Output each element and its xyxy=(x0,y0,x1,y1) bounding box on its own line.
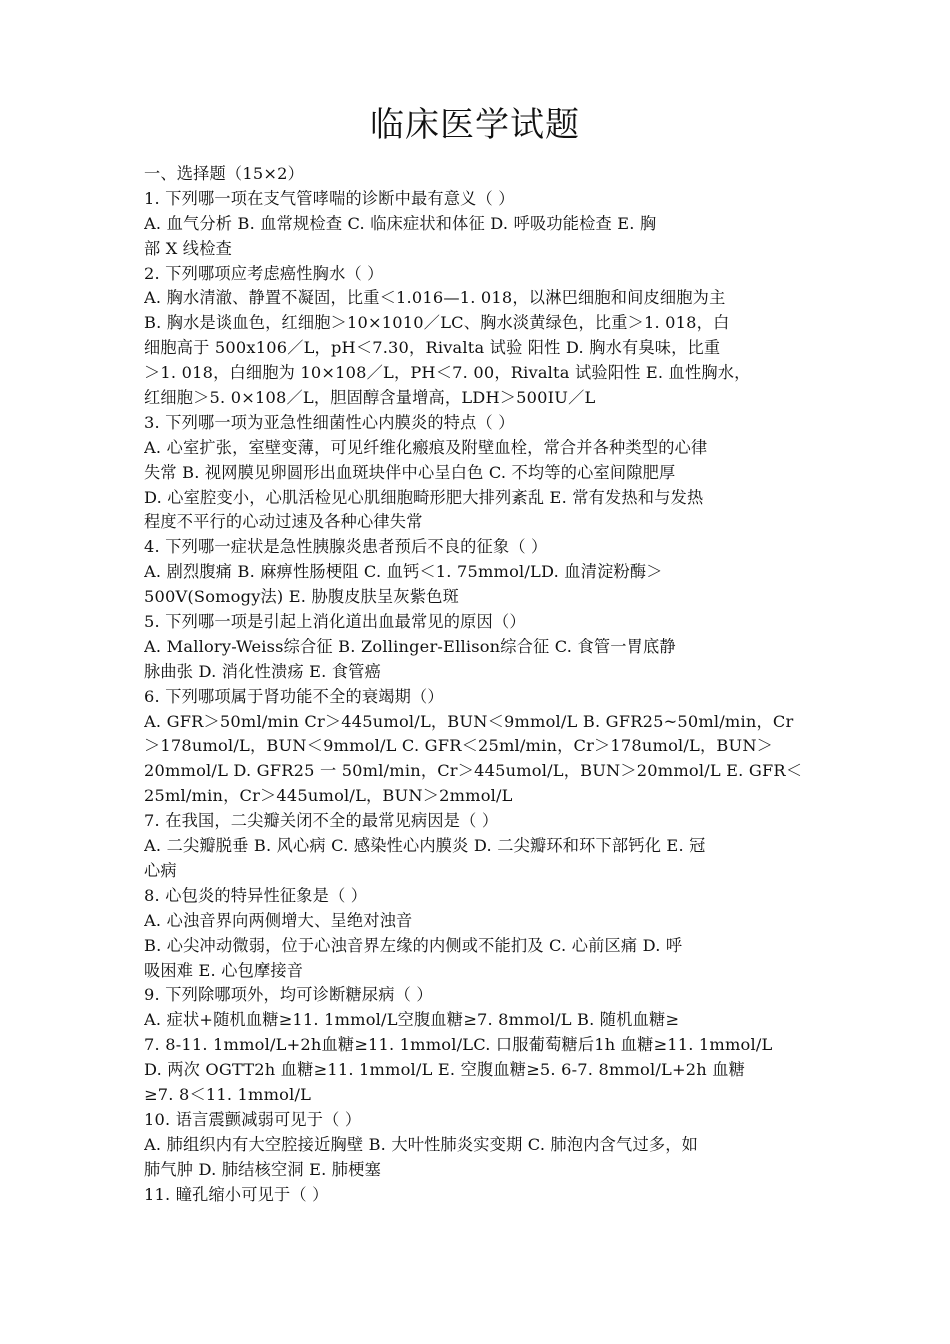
text-line: 10. 语言震颤减弱可见于（ ） xyxy=(144,1109,362,1129)
text-line: 吸困难 E. 心包摩接音 xyxy=(144,960,304,980)
text-line: 7. 在我国，二尖瓣关闭不全的最常见病因是（ ） xyxy=(144,811,499,831)
text-line: A. 肺组织内有大空腔接近胸壁 B. 大叶性肺炎实变期 C. 肺泡内含气过多，如 xyxy=(144,1134,698,1154)
text-line: 一、选择题（15×2） xyxy=(144,164,304,183)
text-line: 红细胞＞5. 0×108／L，胆固醇含量增高，LDH＞500IU／L xyxy=(144,388,596,408)
text-line: 6. 下列哪项属于肾功能不全的衰竭期（） xyxy=(144,686,444,706)
document-title: 临床医学试题 xyxy=(370,105,580,145)
text-line: 3. 下列哪一项为亚急性细菌性心内膜炎的特点（ ） xyxy=(144,412,515,432)
text-line: ＞178umol/L，BUN＜9mmol/L C. GFR＜25ml/min，Cr＞178umol/L，BUN＞ xyxy=(144,736,774,756)
text-line: 脉曲张 D. 消化性溃疡 E. 食管癌 xyxy=(144,661,381,681)
text-line: A. 症状+随机血糖≥11. 1mmol/L空腹血糖≥7. 8mmol/L B. 随机血糖≥ xyxy=(144,1010,680,1030)
text-line: ≥7. 8＜11. 1mmol/L xyxy=(144,1084,312,1104)
text-line: 20mmol/L D. GFR25 一 50ml/min，Cr＞445umol/L，BUN＞20mmol/L E. GFR＜ xyxy=(144,761,803,781)
text-line: A. 剧烈腹痛 B. 麻痹性肠梗阻 C. 血钙＜1. 75mmol/LD. 血清淀粉酶＞ xyxy=(144,562,663,582)
text-line: B. 胸水是谈血色，红细胞＞10×1010／LC、胸水淡黄绿色，比重＞1. 018，白 xyxy=(144,313,730,333)
text-line: A. 胸水清澈、静置不凝固，比重＜1.016—1. 018，以淋巴细胞和间皮细胞为主 xyxy=(144,288,726,308)
text-line: 肺气肿 D. 肺结核空洞 E. 肺梗塞 xyxy=(144,1159,381,1179)
text-line: A. 心浊音界向两侧增大、呈绝对浊音 xyxy=(144,910,413,930)
text-line: 细胞高于 500x106／L，pH＜7.30，Rivalta 试验 阳性 D. 胸水有臭味，比重 xyxy=(144,338,721,358)
text-line: A. 二尖瓣脱垂 B. 风心病 C. 感染性心内膜炎 D. 二尖瓣环和环下部钙化 E. 冠 xyxy=(144,836,706,856)
text-line: ＞1. 018，白细胞为 10×108／L，PH＜7. 00，Rivalta 试验阳性 E. 血性胸水， xyxy=(144,363,751,383)
text-line: A. GFR＞50ml/min Cr＞445umol/L，BUN＜9mmol/L B. GFR25~50ml/min，Cr xyxy=(144,711,794,731)
text-line: 500V(Somogy法) E. 胁腹皮肤呈灰紫色斑 xyxy=(144,587,459,607)
text-line: 7. 8-11. 1mmol/L+2h血糖≥11. 1mmol/LC. 口服葡萄糖后1h 血糖≥11. 1mmol/L xyxy=(144,1035,773,1055)
text-line: 心病 xyxy=(144,860,177,880)
text-line: 9. 下列除哪项外，均可诊断糖尿病（ ） xyxy=(144,985,433,1005)
document-body xyxy=(144,162,814,1207)
text-line: A. Mallory-Weiss综合征 B. Zollinger-Ellison综合征 C. 食管一胃底静 xyxy=(144,636,676,656)
text-line: 5. 下列哪一项是引起上消化道出血最常见的原因（） xyxy=(144,612,526,632)
text-line: 失常 B. 视网膜见卵圆形出血斑块伴中心呈白色 C. 不均等的心室间隙肥厚 xyxy=(144,462,676,482)
text-line: 25ml/min，Cr＞445umol/L，BUN＞2mmol/L xyxy=(144,786,513,806)
text-line: 部 X 线检查 xyxy=(144,238,232,258)
text-line: A. 心室扩张，室壁变薄，可见纤维化瘢痕及附壁血栓，常合并各种类型的心律 xyxy=(144,437,708,457)
text-line: 2. 下列哪项应考虑癌性胸水（ ） xyxy=(144,263,384,283)
text-line: 11. 瞳孔缩小可见于（ ） xyxy=(144,1184,329,1204)
text-line: 程度不平行的心动过速及各种心律失常 xyxy=(144,512,423,532)
text-line: A. 血气分析 B. 血常规检查 C. 临床症状和体征 D. 呼吸功能检查 E. 胸 xyxy=(144,213,657,233)
text-line: D. 两次 OGTT2h 血糖≥11. 1mmol/L E. 空腹血糖≥5. 6-7. 8mmol/L+2h 血糖 xyxy=(144,1060,745,1080)
text-line: 8. 心包炎的特异性征象是（ ） xyxy=(144,885,368,905)
text-line: 1. 下列哪一项在支气管哮喘的诊断中最有意义（ ） xyxy=(144,188,515,208)
text-line: 4. 下列哪一症状是急性胰腺炎患者预后不良的征象（ ） xyxy=(144,537,548,557)
text-line: B. 心尖冲动微弱，位于心浊音界左缘的内侧或不能扪及 C. 心前区痛 D. 呼 xyxy=(144,935,683,955)
text-line: D. 心室腔变小，心肌活检见心肌细胞畸形肥大排列紊乱 E. 常有发热和与发热 xyxy=(144,487,704,507)
